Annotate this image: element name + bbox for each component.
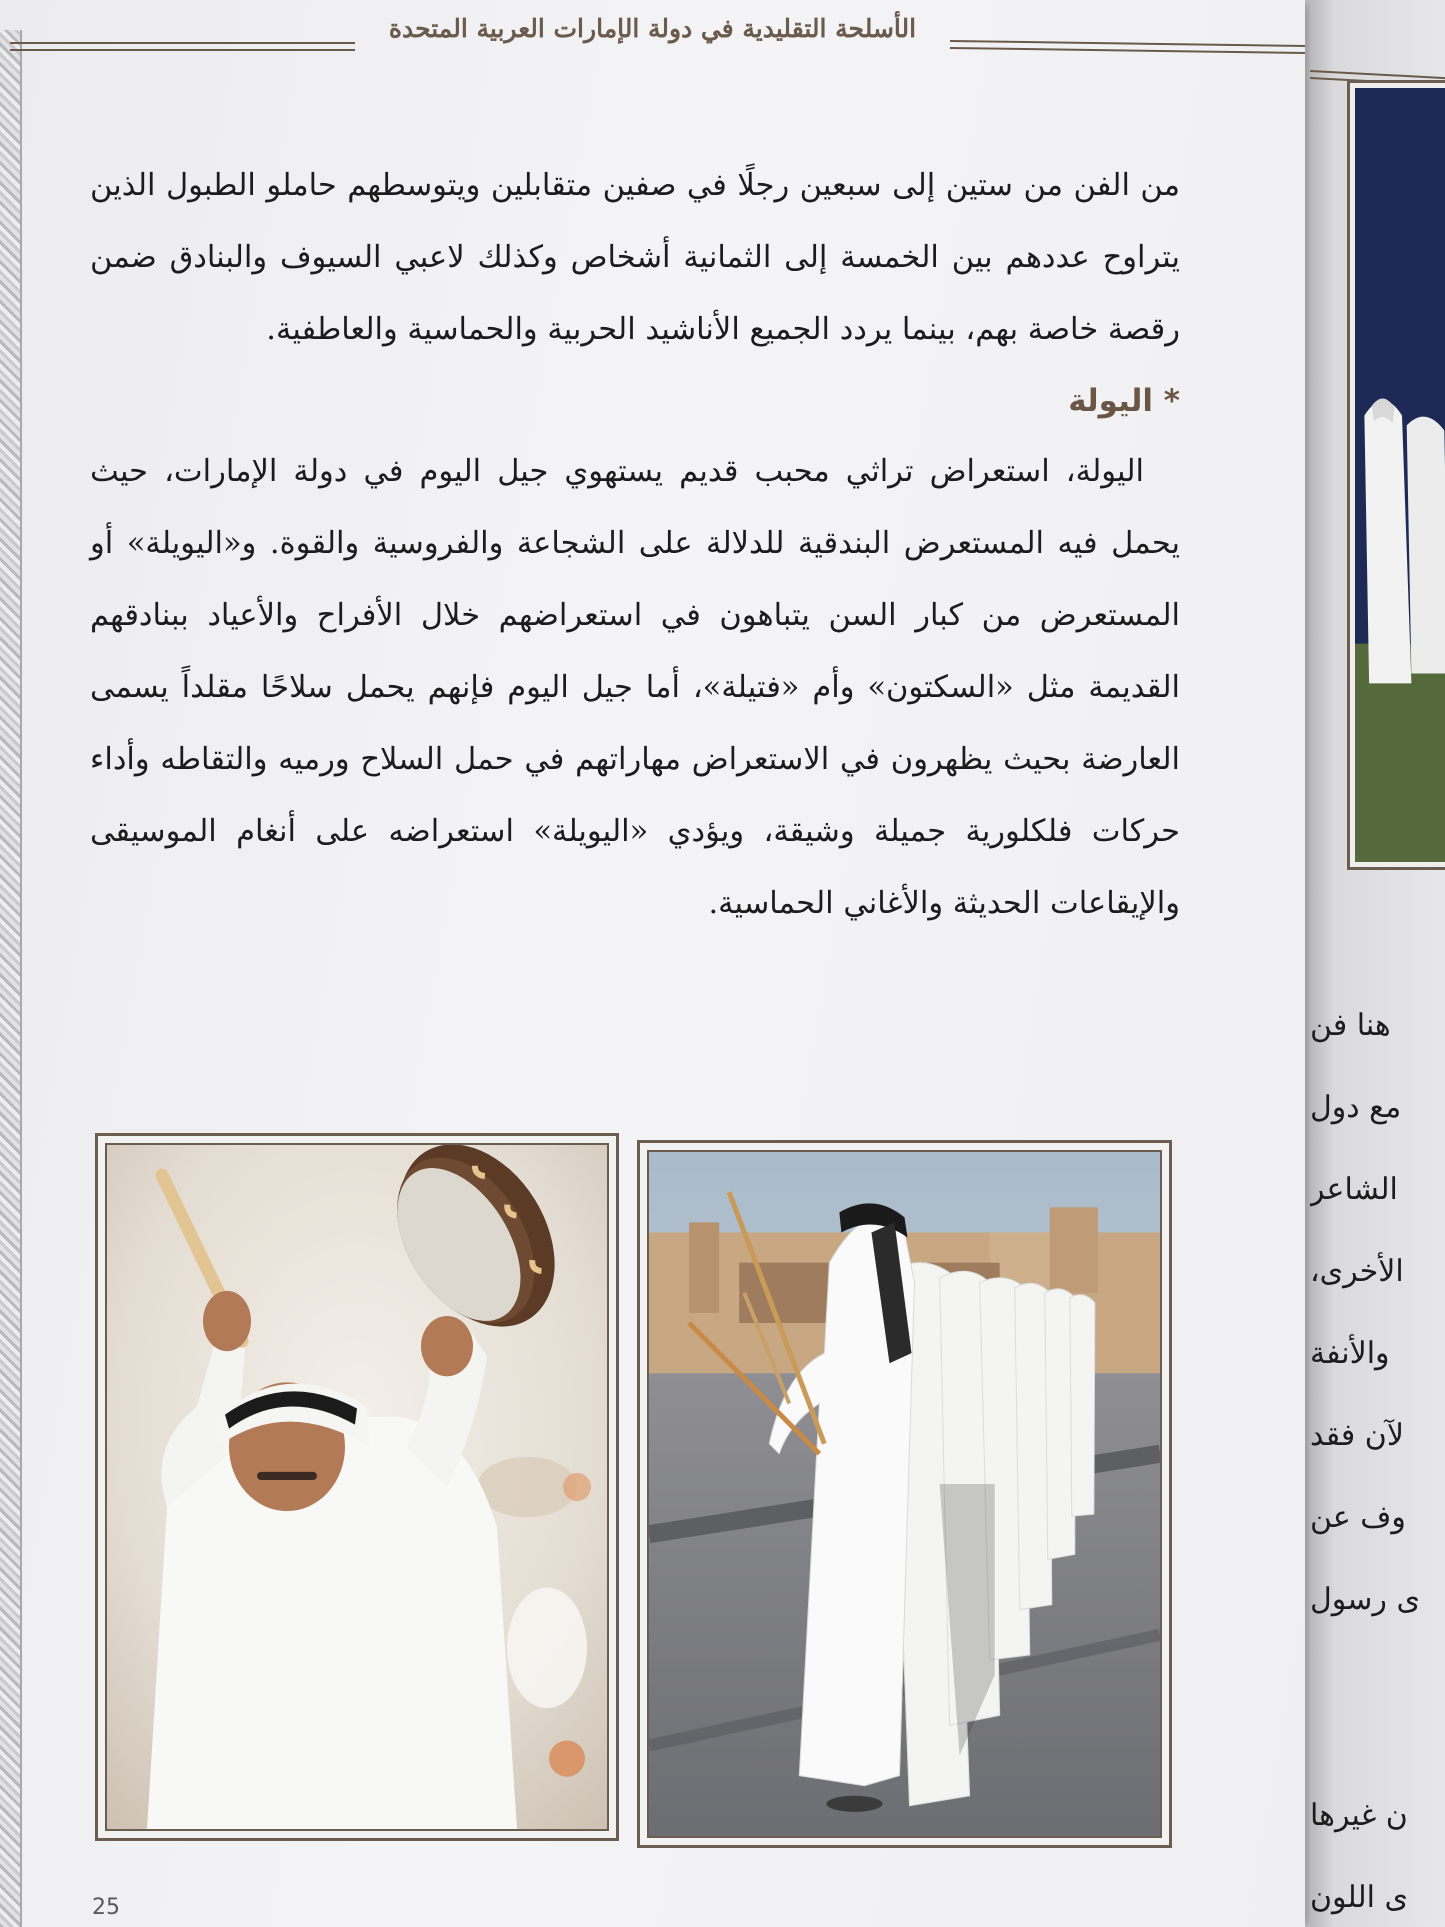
adjacent-photo-image	[1355, 88, 1445, 862]
yowla-illustration	[649, 1152, 1160, 1836]
adjacent-line: ن غيرها	[1310, 1798, 1408, 1833]
photo-drummer	[95, 1133, 619, 1841]
running-title: الأسلحة التقليدية في دولة الإمارات العربية المتحدة	[388, 14, 917, 43]
decorative-side-border	[0, 30, 22, 1927]
adjacent-line: الشاعر	[1310, 1172, 1398, 1207]
drummer-illustration	[107, 1145, 607, 1829]
adjacent-line: لآن فقد	[1310, 1418, 1404, 1453]
paragraph-2: اليولة، استعراض تراثي محبب قديم يستهوي جيل اليوم في دولة الإمارات، حيث يحمل فيه المستعرض البندقية للدلالة على الشجاعة والفروسية والقوة. و«اليويلة» أو المستعرض من كبار السن يتباهون في استعراضهم خلال الأفراح والأعياد ببنادقهم القديمة مثل «السكتون» وأم «فتيلة»، أما جيل اليوم فإنهم يحمل سلاحًا مقلداً يسمى العارضة بحيث يظهرون في الاستعراض مهاراتهم في حمل السلاح ورميه والتقاطه وأداء حركات فلكلورية جميلة وشيقة، ويؤدي «اليويلة» استعراضه على أنغام الموسيقى والإيقاعات الحديثة والأغاني الحماسية.	[90, 454, 1180, 921]
adjacent-photo	[1347, 80, 1445, 870]
page-header	[0, 0, 1305, 60]
adjacent-line: الأخرى،	[1310, 1254, 1404, 1289]
adjacent-line: هنا فن	[1310, 1008, 1391, 1043]
adjacent-line: والأنفة	[1310, 1336, 1390, 1371]
paragraph-1: من الفن من ستين إلى سبعين رجلًا في صفين متقابلين ويتوسطهم حاملو الطبول الذين يتراوح عددهم بين الخمسة إلى الثمانية أشخاص وكذلك لاعبي السيوف والبنادق ضمن رقصة خاصة بهم، بينما يردد الجميع الأناشيد الحربية والحماسية والعاطفية.	[90, 168, 1180, 347]
adjacent-line: وف عن	[1310, 1500, 1406, 1535]
adjacent-text-block-bottom	[1310, 1775, 1445, 1927]
body-text	[90, 150, 1180, 940]
photo-drummer-image	[105, 1143, 609, 1831]
page-number: 25	[92, 1895, 120, 1920]
header-rule-left	[10, 42, 355, 51]
adjacent-line: مع دول	[1310, 1090, 1402, 1125]
section-heading: * اليولة	[1068, 383, 1180, 419]
photo-yowla-line-image	[647, 1150, 1162, 1838]
photo-yowla-line	[637, 1140, 1172, 1848]
adjacent-page	[1310, 0, 1445, 1927]
adjacent-line: ى رسول	[1310, 1582, 1420, 1617]
header-rule-right	[950, 40, 1305, 54]
adjacent-line: ى اللون	[1310, 1880, 1408, 1915]
adjacent-text-block	[1310, 985, 1445, 1641]
